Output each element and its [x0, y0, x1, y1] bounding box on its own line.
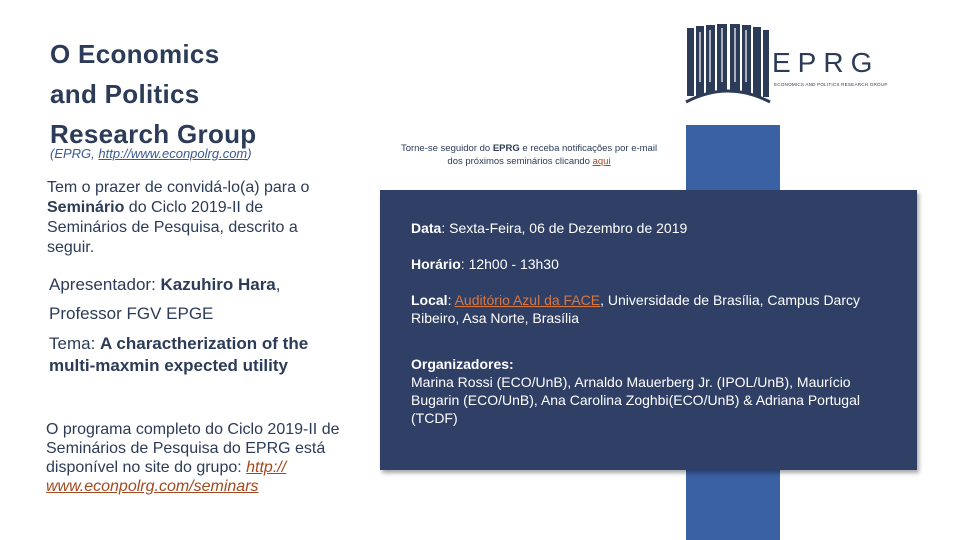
date-label: Data [411, 220, 442, 236]
website-link[interactable]: http://www.econpolrg.com [98, 146, 248, 161]
topic-title-line-2: multi-maxmin expected utility [49, 356, 288, 375]
program-description: O programa completo do Ciclo 2019-II de Seminários de Pesquisa do EPRG está disponível no site do grupo: [46, 421, 340, 476]
date-row [411, 219, 887, 237]
time-value: : 12h00 - 13h30 [460, 256, 559, 272]
subtitle-suffix: ) [247, 146, 252, 161]
invitation-text [47, 178, 347, 258]
event-info-box [380, 190, 917, 470]
presenter-affiliation: Professor FGV EPGE [49, 304, 214, 323]
organizers-list: Marina Rossi (ECO/UnB), Arnaldo Mauerberg Jr. (IPOL/UnB), Maurício Bugarin (ECO/UnB), Ana Carolina Zoghbi(ECO/UnB) & Adriana Portugal (TCDF) [411, 374, 860, 426]
time-label: Horário [411, 256, 461, 272]
organizers-heading [411, 355, 887, 373]
subtitle [50, 146, 252, 161]
invite-seminar-bold: Seminário [47, 199, 125, 216]
subtitle-prefix: (EPRG, [50, 146, 99, 161]
place-row [411, 291, 887, 327]
topic-title-line-1: A charactherization of the [100, 334, 309, 353]
place-label: Local [411, 292, 448, 308]
logo-subtext: ECONOMICS AND POLITICS RESEARCH GROUP [774, 82, 888, 87]
title-line-3: Research Group [50, 119, 257, 149]
organizers-label: Organizadores [411, 356, 510, 372]
invite-part-1: Tem o prazer de convidá-lo(a) para o [47, 179, 310, 196]
title-line-2: and Politics [50, 79, 200, 109]
topic-row [49, 333, 369, 355]
place-value: , Universidade de Brasília, Campus Darcy Ribeiro, Asa Norte, Brasília [411, 292, 861, 326]
follow-part-2: e receba notificações por e-mail dos próximos seminários clicando [447, 143, 658, 167]
program-text [46, 420, 366, 496]
organizers-colon: : [509, 356, 514, 372]
presenter-block [49, 270, 369, 377]
date-value: : Sexta-Feira, 06 de Dezembro de 2019 [441, 220, 688, 236]
presenter-name: Kazuhiro Hara [160, 275, 276, 294]
logo-text: EPRG [772, 47, 880, 78]
presenter-comma: , [275, 275, 281, 294]
time-row [411, 255, 887, 273]
presenter-row [49, 270, 369, 299]
venue-link[interactable]: Auditório Azul da FACE [454, 292, 601, 308]
presenter-label: Apresentador: [49, 275, 161, 294]
page-title [50, 34, 350, 154]
invite-part-2: do Ciclo 2019-II de Seminários de Pesquisa, descrito a seguir. [47, 199, 298, 256]
place-separator: : [447, 292, 455, 308]
topic-label: Tema: [49, 334, 101, 353]
title-line-1: O Economics [50, 39, 220, 69]
subscribe-link[interactable]: aqui [592, 156, 611, 167]
follow-eprg-bold: EPRG [492, 143, 520, 154]
seminars-link[interactable]: http:// www.econpolrg.com/seminars [46, 459, 287, 495]
follow-part-1: Torne-se seguidor do [400, 143, 493, 154]
follow-notice [395, 142, 663, 168]
